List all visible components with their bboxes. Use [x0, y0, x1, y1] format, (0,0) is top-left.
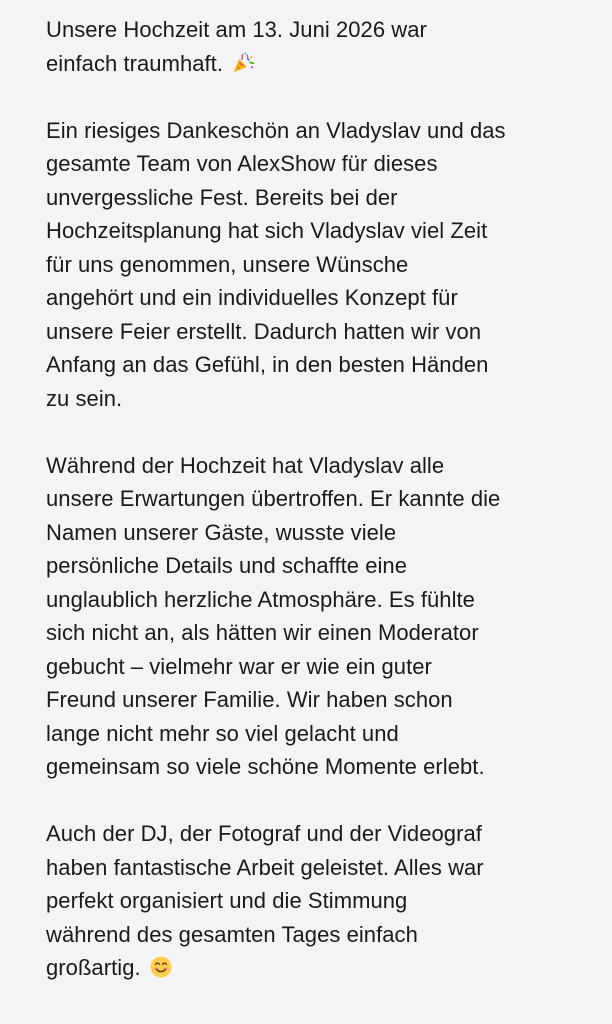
text-line: Während der Hochzeit hat Vladyslav alle: [46, 452, 445, 478]
text-line: gebucht – vielmehr war er wie ein guter: [46, 653, 432, 679]
text-line-with-emoji: [46, 951, 594, 985]
text-line: Anfang an das Gefühl, in den besten Händen: [46, 352, 489, 377]
paragraph-gap: [46, 80, 594, 114]
paragraph-gap: [46, 415, 594, 449]
text-line: haben fantastische Arbeit geleistet. Alles war: [46, 854, 484, 880]
text-line: perfekt organisiert und die Stimmung: [46, 888, 408, 913]
text-line: Ein riesiges Dankeschön an Vladyslav und das: [46, 117, 506, 143]
paragraph-team-work: [46, 817, 594, 985]
paragraph-wedding-intro: [46, 13, 594, 80]
text-line: sich nicht an, als hätten wir einen Moderator: [46, 620, 479, 645]
text-line-with-emoji: [46, 47, 594, 81]
text-line: gesamte Team von AlexShow für dieses: [46, 151, 438, 176]
text-line: Namen unserer Gäste, wusste viele: [46, 519, 397, 545]
text-line: Unsere Hochzeit am 13. Juni 2026 war: [46, 17, 427, 42]
paragraph-thanks: [46, 114, 594, 416]
text-line: angehört und ein individuelles Konzept für: [46, 285, 458, 310]
text-line: während des gesamten Tages einfach: [46, 921, 418, 947]
text-line: persönliche Details und schaffte eine: [46, 553, 408, 578]
text-segment: großartig.: [46, 955, 141, 980]
party-popper-icon: [231, 51, 255, 75]
text-line: unglaublich herzliche Atmosphäre. Es fühlte: [46, 586, 475, 612]
text-line: Hochzeitsplanung hat sich Vladyslav viel Zeit: [46, 218, 488, 243]
text-line: Auch der DJ, der Fotograf und der Videograf: [46, 821, 482, 846]
text-line: zu sein.: [46, 385, 123, 411]
text-line: für uns genommen, unsere Wünsche: [46, 251, 409, 277]
text-line: unsere Feier erstellt. Dadurch hatten wir von: [46, 318, 482, 344]
text-line: unvergessliche Fest. Bereits bei der: [46, 184, 398, 210]
paragraph-moderator: [46, 449, 594, 784]
paragraph-gap: [46, 784, 594, 818]
text-line: Freund unserer Familie. Wir haben schon: [46, 687, 453, 712]
text-line: lange nicht mehr so viel gelacht und: [46, 720, 399, 746]
text-line: unsere Erwartungen übertroffen. Er kannte die: [46, 486, 501, 511]
message-text: [46, 13, 594, 985]
smiling-face-icon: [149, 955, 173, 979]
text-line: gemeinsam so viele schöne Momente erlebt.: [46, 754, 485, 779]
text-segment: einfach traumhaft.: [46, 50, 223, 76]
